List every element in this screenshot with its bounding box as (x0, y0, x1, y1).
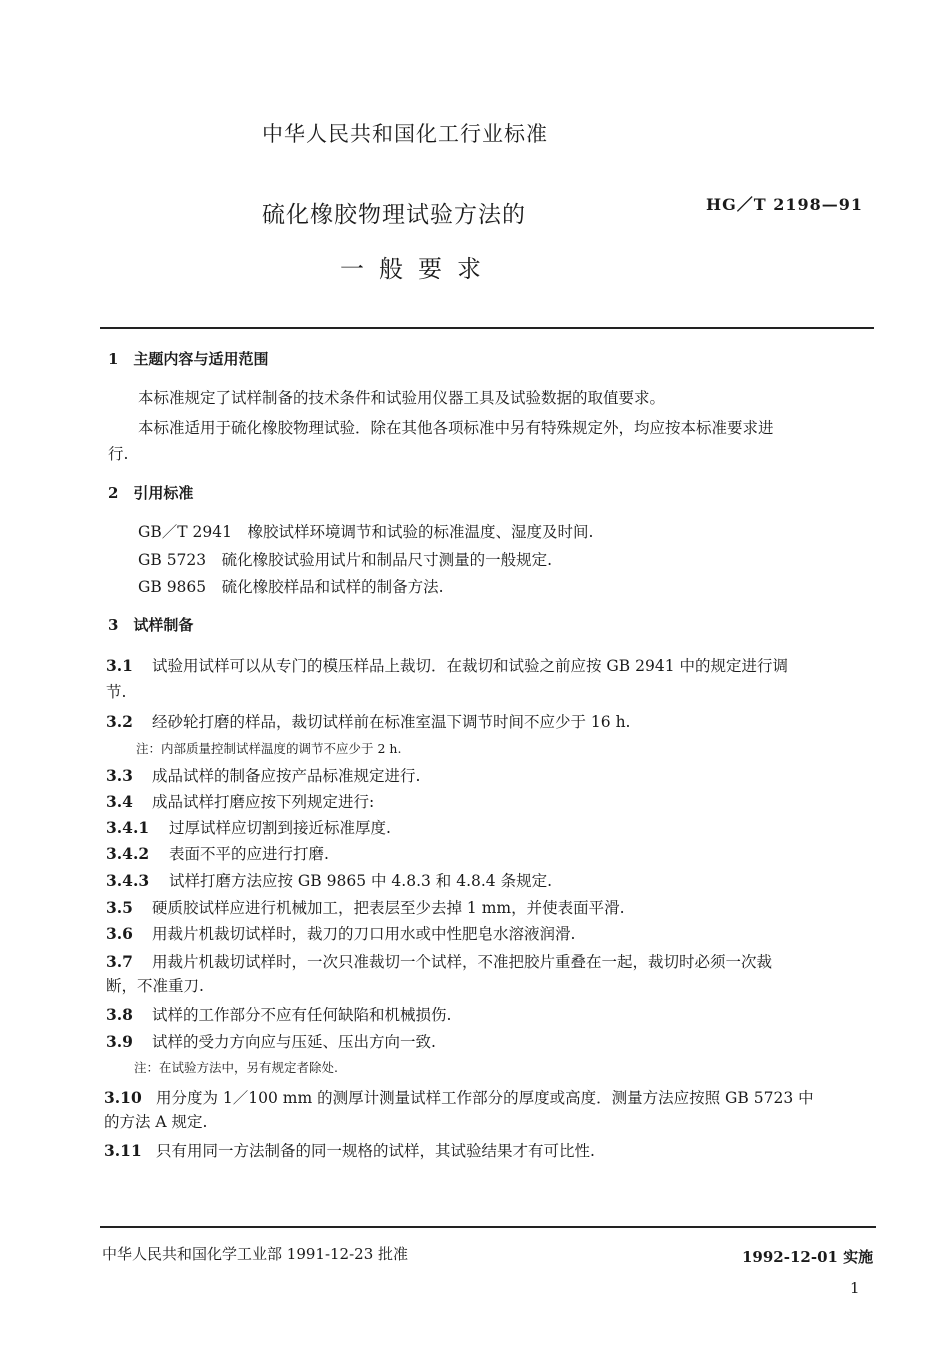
clause-3-4-3 (106, 869, 552, 891)
section-1-paragraph-2: 本标准适用于硫化橡胶物理试验．除在其他各项标准中另有特殊规定外，均应按本标准要求进 (138, 419, 774, 437)
clause-text: 用分度为 1／100 mm 的测厚计测量试样工作部分的厚度或高度．测量方法应按照 GB 5723 中 (156, 1089, 814, 1107)
clause-text: 成品试样的制备应按产品标准规定进行. (152, 767, 421, 785)
clause-3-10-cont: 的方法 A 规定. (104, 1113, 208, 1131)
clause-3-3 (106, 764, 420, 786)
header-divider (100, 327, 874, 329)
standard-number: HG／T 2198—91 (706, 195, 864, 214)
clause-number: 3.4.3 (106, 871, 150, 890)
clause-number: 3.2 (106, 712, 133, 731)
clause-number: 3.4 (106, 792, 133, 811)
clause-number: 3.8 (106, 1005, 133, 1024)
reference-item: GB 5723 硫化橡胶试验用试片和制品尺寸测量的一般规定. (138, 551, 553, 569)
clause-3-4-2 (106, 842, 329, 864)
clause-text: 硬质胶试样应进行机械加工，把表层至少去掉 1 mm，并使表面平滑. (152, 899, 625, 917)
note-2: 注：在试验方法中，另有规定者除处. (134, 1060, 338, 1075)
clause-number: 3.5 (106, 898, 133, 917)
clause-text: 成品试样打磨应按下列规定进行: (152, 793, 375, 811)
clause-3-4 (106, 790, 374, 812)
clause-number: 3.1 (106, 656, 133, 675)
clause-number: 3.9 (106, 1032, 133, 1051)
document-title-line2: 一般要求 (340, 255, 496, 283)
clause-text: 用裁片机裁切试样时，裁刀的刀口用水或中性肥皂水溶液润滑. (152, 925, 576, 943)
footer-divider (100, 1226, 876, 1228)
org-standard-header: 中华人民共和国化工行业标准 (262, 122, 548, 146)
clause-number: 3.4.2 (106, 844, 150, 863)
clause-text: 经砂轮打磨的样品，裁切试样前在标准室温下调节时间不应少于 16 h. (152, 713, 631, 731)
clause-text: 表面不平的应进行打磨. (169, 845, 329, 863)
section-1-heading: 1 主题内容与适用范围 (108, 350, 269, 368)
clause-text: 用裁片机裁切试样时，一次只准裁切一个试样，不准把胶片重叠在一起，裁切时必须一次裁 (152, 953, 773, 971)
clause-text: 试验用试样可以从专门的模压样品上裁切．在裁切和试验之前应按 GB 2941 中的规定进行调 (152, 657, 789, 675)
clause-3-9 (106, 1030, 436, 1052)
clause-number: 3.3 (106, 766, 133, 785)
clause-text: 试样的受力方向应与压延、压出方向一致. (152, 1033, 436, 1051)
clause-text: 试样打磨方法应按 GB 9865 中 4.8.3 和 4.8.4 条规定. (169, 872, 553, 890)
clause-3-1-cont: 节. (106, 683, 127, 701)
clause-text: 过厚试样应切割到接近标准厚度. (169, 819, 391, 837)
clause-3-8 (106, 1003, 451, 1025)
clause-number: 3.6 (106, 924, 133, 943)
reference-item: GB 9865 硫化橡胶样品和试样的制备方法. (138, 578, 444, 596)
clause-3-4-1 (106, 816, 391, 838)
clause-3-7-cont: 断，不准重刀. (106, 977, 204, 995)
clause-3-5 (106, 896, 625, 918)
clause-text: 试样的工作部分不应有任何缺陷和机械损伤. (152, 1006, 452, 1024)
clause-3-6 (106, 922, 575, 944)
implementation-date: 1992-12-01 实施 (742, 1248, 874, 1266)
reference-item: GB／T 2941 橡胶试样环境调节和试验的标准温度、湿度及时间. (138, 523, 594, 541)
clause-number: 3.10 (104, 1088, 142, 1107)
document-title-line1: 硫化橡胶物理试验方法的 (262, 202, 526, 228)
clause-text: 只有用同一方法制备的同一规格的试样，其试验结果才有可比性. (156, 1142, 595, 1160)
clause-number: 3.11 (104, 1141, 142, 1160)
clause-3-2 (106, 710, 631, 732)
clause-3-1 (106, 654, 788, 676)
section-3-heading: 3 试样制备 (108, 616, 194, 634)
clause-3-10 (104, 1086, 814, 1108)
section-2-heading: 2 引用标准 (108, 484, 194, 502)
approval-line: 中华人民共和国化学工业部 1991-12-23 批准 (102, 1245, 409, 1263)
note-1: 注：内部质量控制试样温度的调节不应少于 2 h. (136, 741, 402, 756)
section-1-paragraph-2-cont: 行. (108, 445, 129, 463)
clause-number: 3.4.1 (106, 818, 150, 837)
section-1-paragraph-1: 本标准规定了试样制备的技术条件和试验用仪器工具及试验数据的取值要求。 (138, 389, 666, 407)
clause-3-7 (106, 950, 772, 972)
clause-number: 3.7 (106, 952, 133, 971)
clause-3-11 (104, 1139, 595, 1161)
page-number: 1 (850, 1279, 860, 1297)
